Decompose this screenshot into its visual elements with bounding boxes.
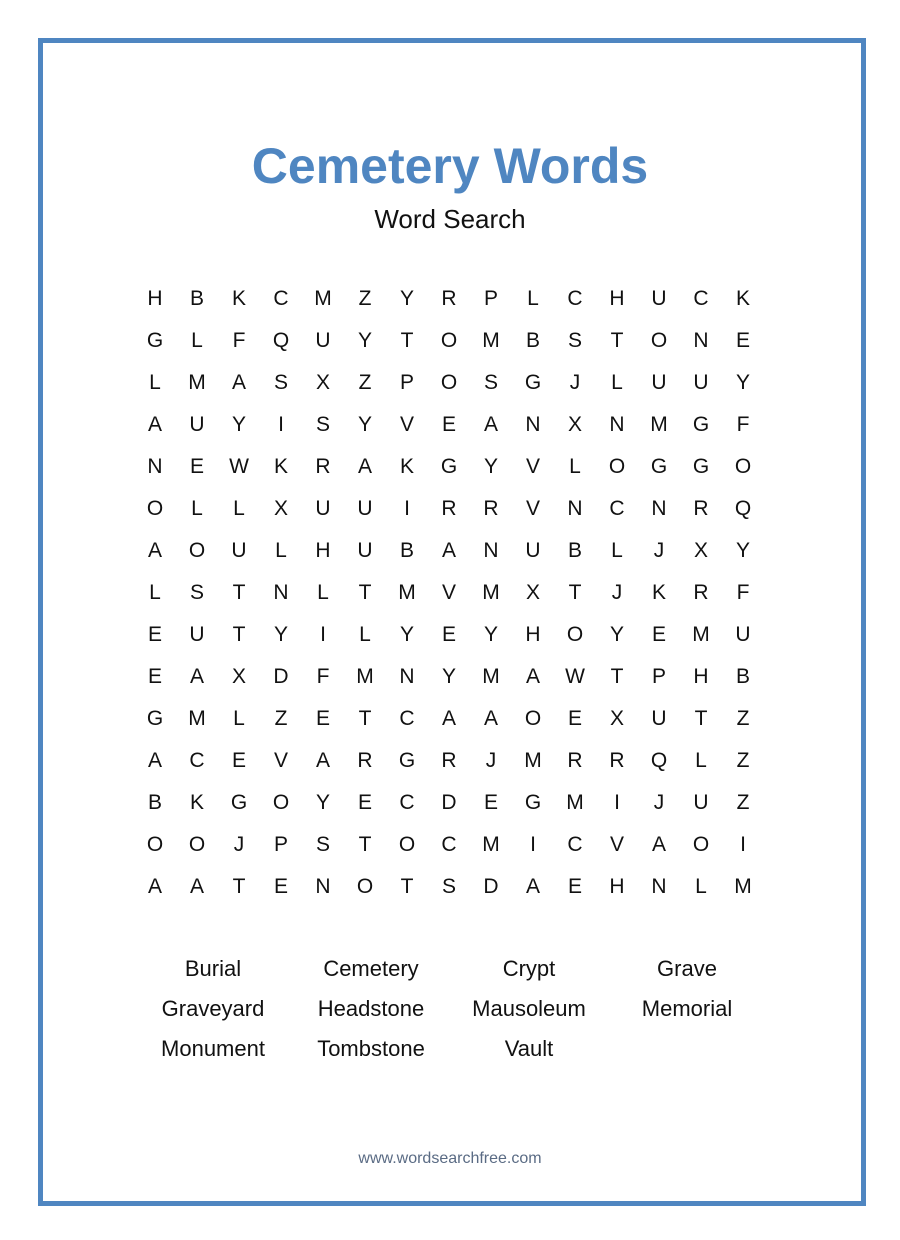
grid-letter[interactable]: A <box>231 371 246 394</box>
grid-letter[interactable]: U <box>693 371 709 394</box>
grid-letter[interactable]: B <box>525 329 540 352</box>
word-item: Cemetery <box>323 956 419 981</box>
grid-letter[interactable]: P <box>273 833 288 856</box>
grid-letter[interactable]: Z <box>358 287 372 310</box>
grid-letter[interactable]: A <box>651 833 666 856</box>
grid-letter[interactable]: U <box>357 539 373 562</box>
grid-letter[interactable]: A <box>525 875 540 898</box>
grid-letter[interactable]: N <box>147 455 163 478</box>
grid-letter[interactable]: U <box>315 497 331 520</box>
grid-letter[interactable]: Y <box>399 287 414 310</box>
grid-letter[interactable]: T <box>358 833 372 856</box>
grid-letter[interactable]: N <box>525 413 541 436</box>
grid-letter[interactable]: M <box>482 581 500 604</box>
grid-letter[interactable]: I <box>530 833 536 856</box>
grid-letter[interactable]: X <box>693 539 708 562</box>
grid-letter[interactable]: A <box>441 707 456 730</box>
grid-letter[interactable]: R <box>441 497 457 520</box>
grid-letter[interactable]: R <box>483 497 499 520</box>
grid-letter[interactable]: O <box>692 833 710 856</box>
grid-letter[interactable]: M <box>356 665 374 688</box>
grid-letter[interactable]: E <box>441 623 456 646</box>
grid-letter[interactable]: S <box>315 833 330 856</box>
word-item: Burial <box>184 956 242 981</box>
grid-letter[interactable]: N <box>315 875 331 898</box>
grid-letter[interactable]: S <box>567 329 582 352</box>
grid-letter[interactable]: Y <box>441 665 456 688</box>
grid-letter[interactable]: G <box>230 791 248 814</box>
grid-letter[interactable]: T <box>232 623 246 646</box>
grid-letter[interactable]: Y <box>231 413 246 436</box>
grid-letter[interactable]: I <box>614 791 620 814</box>
grid-letter[interactable]: I <box>740 833 746 856</box>
grid-letter[interactable]: H <box>609 875 625 898</box>
grid-letter[interactable]: C <box>567 287 583 310</box>
grid-letter[interactable]: J <box>569 371 581 394</box>
page-subtitle: Word Search <box>374 204 526 234</box>
grid-letter[interactable]: A <box>147 749 162 772</box>
grid-letter[interactable]: V <box>441 581 456 604</box>
grid-letter[interactable]: C <box>441 833 457 856</box>
grid-letter[interactable]: Z <box>736 791 750 814</box>
grid-letter[interactable]: T <box>400 875 414 898</box>
grid-letter[interactable]: X <box>567 413 582 436</box>
grid-letter[interactable]: Y <box>357 413 372 436</box>
word-row <box>134 1029 766 1069</box>
grid-letter[interactable]: M <box>188 371 206 394</box>
grid-letter[interactable]: O <box>608 455 626 478</box>
grid-letter[interactable]: T <box>358 581 372 604</box>
page-title: Cemetery Words <box>251 138 649 194</box>
grid-letter[interactable]: C <box>189 749 205 772</box>
grid-letter[interactable]: L <box>317 581 329 604</box>
grid-letter[interactable]: M <box>566 791 584 814</box>
grid-letter[interactable]: J <box>233 833 245 856</box>
grid-letter[interactable]: J <box>485 749 497 772</box>
grid-letter[interactable]: H <box>147 287 163 310</box>
grid-letter[interactable]: A <box>315 749 330 772</box>
grid-letter[interactable]: F <box>736 581 750 604</box>
grid-letter[interactable]: O <box>146 833 164 856</box>
grid-letter[interactable]: L <box>191 329 203 352</box>
grid-letter[interactable]: K <box>735 287 750 310</box>
grid-letter[interactable]: O <box>188 833 206 856</box>
grid-letter[interactable]: I <box>320 623 326 646</box>
grid-letter[interactable]: C <box>693 287 709 310</box>
grid-letter[interactable]: T <box>568 581 582 604</box>
grid-letter[interactable]: A <box>189 875 204 898</box>
grid-row <box>134 320 764 362</box>
grid-letter[interactable]: L <box>233 707 245 730</box>
grid-letter[interactable]: L <box>611 539 623 562</box>
grid-letter[interactable]: B <box>189 287 204 310</box>
grid-letter[interactable]: H <box>315 539 331 562</box>
grid-letter[interactable]: O <box>566 623 584 646</box>
grid-row <box>134 614 764 656</box>
grid-letter[interactable]: M <box>692 623 710 646</box>
grid-letter[interactable]: C <box>273 287 289 310</box>
grid-row <box>134 698 764 740</box>
grid-letter[interactable]: G <box>692 413 710 436</box>
word-item: Tombstone <box>317 1036 425 1061</box>
grid-letter[interactable]: Y <box>399 623 414 646</box>
grid-letter[interactable]: N <box>651 497 667 520</box>
grid-letter[interactable]: H <box>609 287 625 310</box>
grid-letter[interactable]: L <box>149 581 161 604</box>
grid-letter[interactable]: N <box>273 581 289 604</box>
word-row <box>134 989 766 1029</box>
grid-letter[interactable]: J <box>611 581 623 604</box>
grid-letter[interactable]: R <box>441 287 457 310</box>
grid-letter[interactable]: G <box>398 749 416 772</box>
grid-letter[interactable]: U <box>651 287 667 310</box>
grid-letter[interactable]: A <box>483 413 498 436</box>
grid-letter[interactable]: G <box>440 455 458 478</box>
grid-letter[interactable]: L <box>359 623 371 646</box>
grid-letter[interactable]: P <box>399 371 414 394</box>
grid-letter[interactable]: E <box>147 623 162 646</box>
grid-letter[interactable]: K <box>231 287 246 310</box>
grid-letter[interactable]: Y <box>273 623 288 646</box>
grid-letter[interactable]: E <box>189 455 204 478</box>
grid-letter[interactable]: V <box>273 749 288 772</box>
grid-letter[interactable]: O <box>272 791 290 814</box>
grid-letter[interactable]: A <box>441 539 456 562</box>
grid-letter[interactable]: E <box>567 707 582 730</box>
grid-letter[interactable]: R <box>693 497 709 520</box>
grid-letter[interactable]: W <box>565 665 585 688</box>
grid-letter[interactable]: K <box>399 455 414 478</box>
grid-row <box>134 530 764 572</box>
grid-letter[interactable]: G <box>524 791 542 814</box>
grid-letter[interactable]: O <box>524 707 542 730</box>
grid-letter[interactable]: U <box>231 539 247 562</box>
grid-letter[interactable]: M <box>524 749 542 772</box>
grid-letter[interactable]: X <box>525 581 540 604</box>
grid-letter[interactable]: M <box>650 413 668 436</box>
grid-letter[interactable]: N <box>693 329 709 352</box>
grid-letter[interactable]: A <box>525 665 540 688</box>
grid-letter[interactable]: E <box>231 749 246 772</box>
grid-letter[interactable]: V <box>525 455 540 478</box>
grid-row <box>134 362 764 404</box>
grid-row <box>134 278 764 320</box>
grid-letter[interactable]: E <box>357 791 372 814</box>
grid-letter[interactable]: U <box>525 539 541 562</box>
grid-row <box>134 404 764 446</box>
word-item: Graveyard <box>161 996 265 1021</box>
grid-letter[interactable]: F <box>736 413 750 436</box>
grid-letter[interactable]: L <box>695 875 707 898</box>
grid-letter[interactable]: J <box>653 791 665 814</box>
grid-letter[interactable]: U <box>189 413 205 436</box>
word-item: Monument <box>161 1036 265 1061</box>
grid-letter[interactable]: E <box>735 329 750 352</box>
grid-letter[interactable]: S <box>315 413 330 436</box>
grid-letter[interactable]: M <box>482 833 500 856</box>
grid-letter[interactable]: S <box>483 371 498 394</box>
grid-letter[interactable]: U <box>357 497 373 520</box>
grid-row <box>134 446 764 488</box>
grid-letter[interactable]: T <box>610 329 624 352</box>
grid-letter[interactable]: R <box>441 749 457 772</box>
grid-letter[interactable]: P <box>651 665 666 688</box>
grid-letter[interactable]: M <box>314 287 332 310</box>
word-item: Memorial <box>641 996 733 1021</box>
grid-letter[interactable]: E <box>651 623 666 646</box>
grid-letter[interactable]: T <box>232 581 246 604</box>
grid-letter[interactable]: O <box>440 371 458 394</box>
grid-letter[interactable]: E <box>315 707 330 730</box>
grid-letter[interactable]: S <box>441 875 456 898</box>
grid-letter[interactable]: F <box>316 665 330 688</box>
grid-letter[interactable]: X <box>273 497 288 520</box>
grid-letter[interactable]: X <box>315 371 330 394</box>
grid-letter[interactable]: O <box>650 329 668 352</box>
grid-letter[interactable]: Y <box>483 623 498 646</box>
grid-letter[interactable]: A <box>147 875 162 898</box>
grid-letter[interactable]: B <box>147 791 162 814</box>
grid-letter[interactable]: V <box>609 833 624 856</box>
grid-letter[interactable]: L <box>233 497 245 520</box>
grid-letter[interactable]: L <box>191 497 203 520</box>
grid-letter[interactable]: N <box>399 665 415 688</box>
word-item <box>608 1029 766 1069</box>
grid-letter[interactable]: Z <box>736 707 750 730</box>
grid-letter[interactable]: Y <box>315 791 330 814</box>
grid-letter[interactable]: U <box>735 623 751 646</box>
grid-letter[interactable]: H <box>525 623 541 646</box>
grid-letter[interactable]: M <box>398 581 416 604</box>
grid-row <box>134 488 764 530</box>
grid-letter[interactable]: L <box>275 539 287 562</box>
grid-letter[interactable]: C <box>399 791 415 814</box>
grid-letter[interactable]: E <box>147 665 162 688</box>
grid-letter[interactable]: S <box>189 581 204 604</box>
grid-letter[interactable]: D <box>483 875 499 898</box>
grid-letter[interactable]: Y <box>609 623 624 646</box>
grid-letter[interactable]: S <box>273 371 288 394</box>
grid-letter[interactable]: A <box>483 707 498 730</box>
grid-letter[interactable]: R <box>315 455 331 478</box>
grid-letter[interactable]: G <box>692 455 710 478</box>
grid-letter[interactable]: A <box>357 455 372 478</box>
grid-letter[interactable]: I <box>278 413 284 436</box>
grid-letter[interactable]: Y <box>735 371 750 394</box>
grid-letter[interactable]: E <box>567 875 582 898</box>
grid-letter[interactable]: Z <box>736 749 750 772</box>
footer-url[interactable]: www.wordsearchfree.com <box>358 1150 542 1167</box>
grid-letter[interactable]: Y <box>735 539 750 562</box>
grid-letter[interactable]: O <box>440 329 458 352</box>
word-item: Headstone <box>317 996 425 1021</box>
word-item: Mausoleum <box>472 996 586 1021</box>
grid-letter[interactable]: R <box>357 749 373 772</box>
grid-letter[interactable]: Q <box>734 497 752 520</box>
grid-letter[interactable]: N <box>651 875 667 898</box>
grid-letter[interactable]: T <box>694 707 708 730</box>
grid-letter[interactable]: T <box>400 329 414 352</box>
grid-letter[interactable]: L <box>695 749 707 772</box>
grid-letter[interactable]: O <box>146 497 164 520</box>
grid-letter[interactable]: E <box>441 413 456 436</box>
grid-letter[interactable]: Y <box>483 455 498 478</box>
grid-letter[interactable]: R <box>693 581 709 604</box>
grid-letter[interactable]: M <box>482 665 500 688</box>
grid-letter[interactable]: N <box>567 497 583 520</box>
grid-letter[interactable]: X <box>231 665 246 688</box>
grid-letter[interactable]: A <box>189 665 204 688</box>
grid-letter[interactable]: Q <box>272 329 290 352</box>
grid-letter[interactable]: G <box>650 455 668 478</box>
grid-letter[interactable]: Y <box>357 329 372 352</box>
grid-letter[interactable]: Z <box>358 371 372 394</box>
grid-letter[interactable]: K <box>189 791 204 814</box>
grid-row <box>134 866 764 908</box>
grid-letter[interactable]: Z <box>274 707 288 730</box>
grid-letter[interactable]: N <box>483 539 499 562</box>
grid-letter[interactable]: B <box>735 665 750 688</box>
grid-letter[interactable]: A <box>147 413 162 436</box>
grid-letter[interactable]: K <box>651 581 666 604</box>
grid-letter[interactable]: E <box>273 875 288 898</box>
grid-letter[interactable]: D <box>273 665 289 688</box>
grid-letter[interactable]: K <box>273 455 288 478</box>
grid-letter[interactable]: M <box>188 707 206 730</box>
grid-letter[interactable]: M <box>482 329 500 352</box>
grid-letter[interactable]: B <box>399 539 414 562</box>
grid-letter[interactable]: L <box>149 371 161 394</box>
grid-letter[interactable]: C <box>567 833 583 856</box>
grid-letter[interactable]: O <box>398 833 416 856</box>
grid-letter[interactable]: L <box>527 287 539 310</box>
grid-letter[interactable]: G <box>524 371 542 394</box>
grid-letter[interactable]: O <box>734 455 752 478</box>
grid-row <box>134 656 764 698</box>
grid-letter[interactable]: X <box>609 707 624 730</box>
word-item: Grave <box>657 956 717 981</box>
grid-letter[interactable]: V <box>525 497 540 520</box>
word-list <box>134 949 766 1069</box>
grid-letter[interactable]: I <box>404 497 410 520</box>
grid-letter[interactable]: U <box>651 707 667 730</box>
grid-letter[interactable]: B <box>567 539 582 562</box>
grid-row <box>134 782 764 824</box>
grid-letter[interactable]: W <box>229 455 249 478</box>
grid-letter[interactable]: E <box>483 791 498 814</box>
grid-letter[interactable]: G <box>146 707 164 730</box>
grid-letter[interactable]: Q <box>650 749 668 772</box>
grid-letter[interactable]: D <box>441 791 457 814</box>
grid-letter[interactable]: U <box>693 791 709 814</box>
grid-letter[interactable]: V <box>399 413 414 436</box>
word-item: Vault <box>504 1036 554 1061</box>
grid-letter[interactable]: U <box>315 329 331 352</box>
grid-letter[interactable]: H <box>693 665 709 688</box>
grid-letter[interactable]: N <box>609 413 625 436</box>
grid-letter[interactable]: O <box>356 875 374 898</box>
grid-letter[interactable]: R <box>567 749 583 772</box>
grid-letter[interactable]: C <box>609 497 625 520</box>
grid-letter[interactable]: M <box>734 875 752 898</box>
word-row <box>134 949 766 989</box>
grid-letter[interactable]: T <box>610 665 624 688</box>
word-item: Crypt <box>502 956 556 981</box>
grid-letter[interactable]: U <box>189 623 205 646</box>
grid-letter[interactable]: T <box>232 875 246 898</box>
grid-letter[interactable]: L <box>569 455 581 478</box>
grid-letter[interactable]: A <box>147 539 162 562</box>
grid-letter[interactable]: U <box>651 371 667 394</box>
grid-letter[interactable]: J <box>653 539 665 562</box>
grid-letter[interactable]: G <box>146 329 164 352</box>
grid-letter[interactable]: R <box>609 749 625 772</box>
grid-row <box>134 740 764 782</box>
grid-letter[interactable]: L <box>611 371 623 394</box>
grid-letter[interactable]: F <box>232 329 246 352</box>
grid-letter[interactable]: P <box>483 287 498 310</box>
letter-grid <box>134 278 764 908</box>
grid-letter[interactable]: C <box>399 707 415 730</box>
grid-row <box>134 824 764 866</box>
grid-row <box>134 572 764 614</box>
grid-letter[interactable]: T <box>358 707 372 730</box>
grid-letter[interactable]: O <box>188 539 206 562</box>
